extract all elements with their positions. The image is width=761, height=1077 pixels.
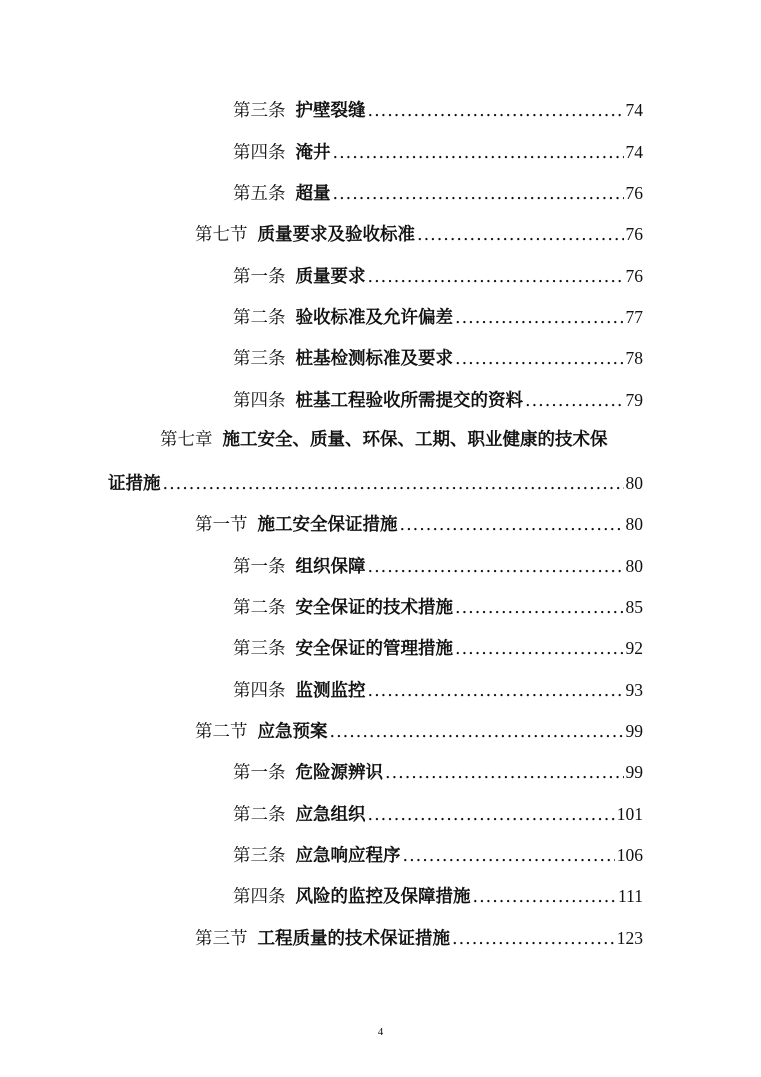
dot-leader [385, 761, 624, 785]
entry-page: 78 [625, 348, 643, 368]
entry-page: 99 [625, 762, 643, 782]
entry-page: 74 [625, 100, 643, 120]
section-title: 质量要求及验收标准 [257, 225, 415, 245]
toc-entry [233, 760, 643, 785]
entry-number: 第三条 [233, 101, 286, 121]
dot-leader [368, 803, 615, 827]
dot-leader [455, 347, 624, 371]
entry-number: 第四条 [233, 391, 286, 411]
entry-page: 79 [625, 390, 643, 410]
toc-entry [233, 98, 643, 123]
entry-title: 桩基工程验收所需提交的资料 [295, 391, 523, 411]
dot-leader [163, 472, 624, 496]
toc-section [195, 222, 643, 247]
chapter-number: 第七章 [160, 430, 213, 450]
entry-title: 风险的监控及保障措施 [295, 887, 471, 907]
entry-title: 应急组织 [295, 805, 366, 825]
entry-number: 第五条 [233, 184, 286, 204]
page-number: 4 [377, 1026, 384, 1038]
dot-leader [400, 513, 624, 537]
entry-number: 第二条 [233, 308, 286, 328]
dot-leader [417, 223, 624, 247]
toc-entry [233, 595, 643, 620]
toc-entry [233, 636, 643, 661]
section-title: 施工安全保证措施 [257, 515, 398, 535]
dot-leader [473, 885, 617, 909]
dot-leader [333, 141, 624, 165]
entry-title: 质量要求 [295, 267, 366, 287]
entry-title: 护壁裂缝 [295, 101, 366, 121]
toc-entry [233, 843, 643, 868]
entry-number: 第四条 [233, 681, 286, 701]
entry-number: 第二条 [233, 598, 286, 618]
section-title: 工程质量的技术保证措施 [257, 929, 450, 949]
entry-number: 第一条 [233, 267, 286, 287]
dot-leader [455, 637, 624, 661]
entry-title: 安全保证的管理措施 [295, 639, 453, 659]
entry-page: 76 [625, 266, 643, 286]
entry-number: 第四条 [233, 887, 286, 907]
section-page: 123 [616, 928, 643, 948]
entry-title: 组织保障 [295, 557, 366, 577]
toc-chapter-line1 [160, 428, 641, 452]
dot-leader [455, 596, 624, 620]
entry-page: 85 [625, 597, 643, 617]
entry-title: 应急响应程序 [295, 846, 401, 866]
entry-page: 106 [616, 845, 643, 865]
chapter-title-line2: 证措施 [108, 474, 161, 494]
dot-leader [452, 927, 615, 951]
entry-number: 第一条 [233, 763, 286, 783]
toc-entry [233, 140, 643, 165]
entry-page: 101 [616, 804, 643, 824]
entry-page: 80 [625, 556, 643, 576]
entry-title: 验收标准及允许偏差 [295, 308, 453, 328]
entry-page: 111 [618, 886, 643, 906]
section-number: 第一节 [195, 515, 248, 535]
section-page: 80 [625, 514, 643, 534]
dot-leader [455, 306, 624, 330]
section-page: 76 [625, 224, 643, 244]
section-number: 第七节 [195, 225, 248, 245]
entry-number: 第三条 [233, 349, 286, 369]
entry-title: 安全保证的技术措施 [295, 598, 453, 618]
toc-entry [233, 678, 643, 703]
entry-number: 第一条 [233, 557, 286, 577]
chapter-title-line1: 施工安全、质量、环保、工期、职业健康的技术保 [222, 430, 608, 450]
dot-leader [525, 389, 624, 413]
entry-page: 77 [625, 307, 643, 327]
toc-entry [233, 181, 643, 206]
entry-page: 93 [625, 680, 643, 700]
entry-page: 74 [625, 142, 643, 162]
toc-entry [233, 554, 643, 579]
entry-title: 桩基检测标准及要求 [295, 349, 453, 369]
toc-entry [233, 305, 643, 330]
entry-title: 危险源辨识 [295, 763, 383, 783]
section-title: 应急预案 [257, 722, 328, 742]
toc-entry [233, 346, 643, 371]
dot-leader [403, 844, 615, 868]
dot-leader [333, 182, 624, 206]
entry-number: 第三条 [233, 846, 286, 866]
dot-leader [368, 679, 624, 703]
dot-leader [368, 265, 624, 289]
toc-chapter-line2 [108, 471, 643, 496]
section-number: 第三节 [195, 929, 248, 949]
dot-leader [368, 555, 624, 579]
entry-number: 第二条 [233, 805, 286, 825]
entry-title: 监测监控 [295, 681, 366, 701]
toc-section [195, 926, 643, 951]
toc-section [195, 512, 643, 537]
section-page: 99 [625, 721, 643, 741]
entry-page: 92 [625, 638, 643, 658]
entry-number: 第三条 [233, 639, 286, 659]
entry-page: 76 [625, 183, 643, 203]
dot-leader [330, 720, 624, 744]
entry-title: 超量 [295, 184, 331, 204]
chapter-page: 80 [625, 473, 643, 493]
entry-title: 淹井 [295, 143, 331, 163]
toc-section [195, 719, 643, 744]
toc-entry [233, 802, 643, 827]
toc-entry [233, 388, 643, 413]
entry-number: 第四条 [233, 143, 286, 163]
dot-leader [368, 99, 624, 123]
section-number: 第二节 [195, 722, 248, 742]
toc-entry [233, 884, 643, 909]
toc-entry [233, 264, 643, 289]
